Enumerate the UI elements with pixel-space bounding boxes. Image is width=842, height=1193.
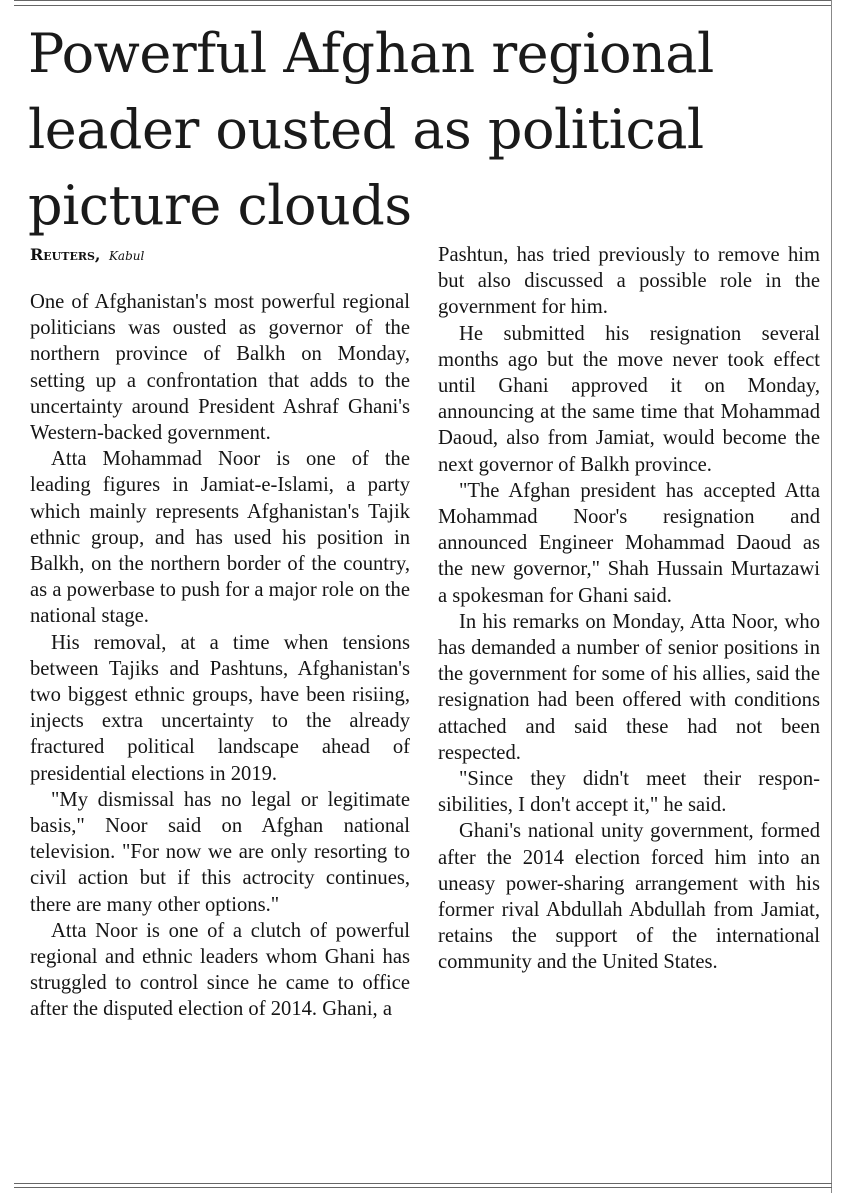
paragraph: His removal, at a time when tensions between Tajiks and Pashtuns, Afghanistan's two biggest ethnic groups, have been risiing, injects extra uncertainty to the already fractured political landscape ahead of presidential elections in 2019. [30,631,410,785]
paragraph: He submitted his resignation several months ago but the move never took effect until Ghani approved it on Monday, announcing at the same time that Mohammad Daoud, also from Jamiat, would become the next governor of Balkh province. [438,322,820,476]
article-headline: Powerful Afghan regional leader ousted as political picture clouds [28,22,714,237]
paragraph: Atta Mohammad Noor is one of the leading figures in Jamiat-e-Islami, a party which mainly represents Afghanistan's Tajik ethnic group, and has used his position in Balkh, on the northern border of the country, as a powerbase to push for a major role on the national stage. [30,448,410,628]
paragraph: "The Afghan president has accepted Atta Mohammad Noor's resignation and announced Engineer Mohammad Daoud as the new governor," Shah Hussain Murtazawi a spokesman for Ghani said. [438,479,820,607]
paragraph: In his remarks on Monday, Atta Noor, who has demanded a number of senior positions in the government for some of his allies, said the resignation had been offered with conditions attached and said these had not been respected. [438,610,820,764]
byline-location: Kabul [108,249,145,263]
right-rule [831,0,832,1193]
bottom-rule [14,1183,832,1188]
paragraph: Ghani's national unity government, formed after the 2014 election forced him into an uneasy power-sharing arrangement with his former rival Abdullah Abdullah from Jamiat, retains the support of the international community and the United States. [438,820,820,974]
byline [30,246,144,265]
paragraph: "My dismissal has no legal or legitimate basis," Noor said on Afghan national television. "For now we are only resorting to civil action but if this actrocity continues, there are many other options." [30,788,410,916]
paragraph: One of Afghanistan's most powerful regional politicians was ousted as governor of the northern province of Balkh on Monday, setting up a confrontation that adds to the uncertainty around President Ashraf Ghani's Western-backed government. [30,291,410,445]
paragraph: "Since they didn't meet their responsibilities, I don't accept it," he said. [438,768,820,817]
paragraph: Atta Noor is one of a clutch of powerful regional and ethnic leaders whom Ghani has struggled to control since he came to office after the disputed election of 2014. Ghani, a [30,919,410,1021]
paragraph: Pashtun, has tried previously to remove him but also discussed a possible role in the government for him. [438,244,820,319]
article-column-right [438,242,820,976]
top-rule [14,0,832,6]
byline-agency: Reuters, [30,245,101,264]
article-column-left [30,289,410,1023]
